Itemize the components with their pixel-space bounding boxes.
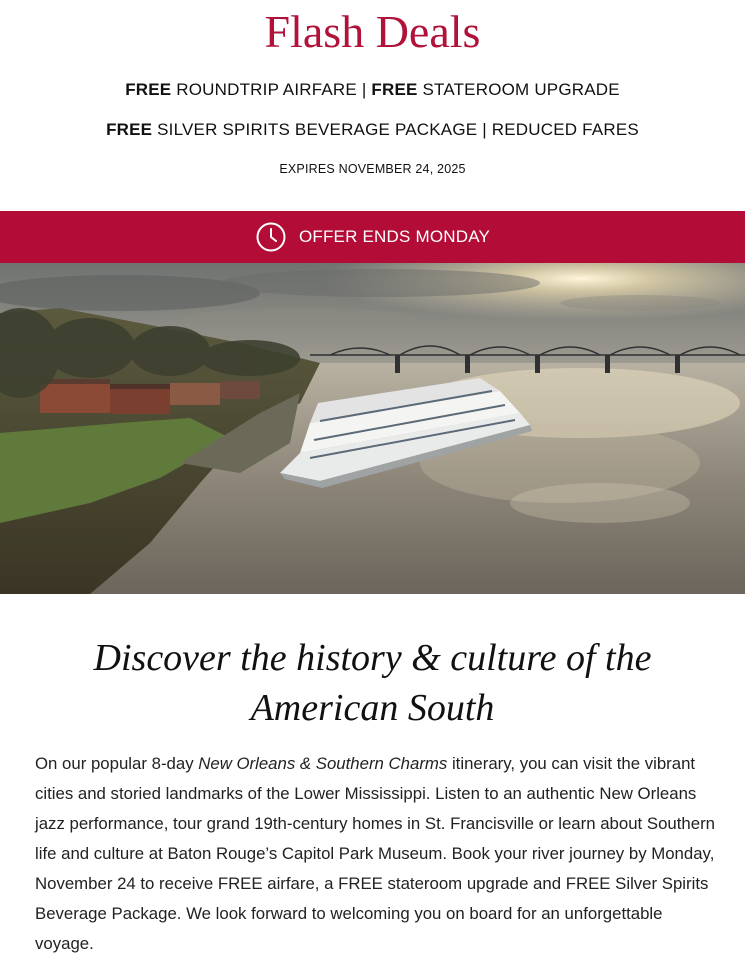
header — [0, 0, 745, 176]
body-text-part: itinerary, you can visit the vibrant cities and storied landmarks of the Lower Mississippi. Listen to an authentic New Orleans jazz performance, tour grand 19th-century homes in St. Francisville or learn about Southern life and culture at Baton Rouge’s Capitol Park Museum. Book your river journey by Monday, November 24 to receive FREE airfare, a FREE stateroom upgrade and FREE Silver Spirits Beverage Package. We look forward to welcoming you on board for an unforgettable voyage. — [35, 754, 715, 953]
offer-text: ROUNDTRIP AIRFARE | — [171, 80, 372, 99]
offer-ends-banner[interactable] — [0, 211, 745, 263]
river-cruise-ship-photo — [0, 263, 745, 594]
clock-icon — [255, 221, 287, 253]
body-text-part: On our popular 8-day — [35, 754, 199, 773]
offer-line-airfare-upgrade — [0, 80, 745, 100]
headline-line-1: Discover the history & culture of the — [93, 637, 652, 679]
free-label: FREE — [371, 80, 418, 99]
headline-line-2: American South — [250, 687, 495, 729]
body-paragraph — [35, 749, 720, 959]
free-label: FREE — [125, 80, 172, 99]
offer-text: SILVER SPIRITS BEVERAGE PACKAGE | REDUCED FARES — [152, 120, 639, 139]
banner-label: OFFER ENDS MONDAY — [298, 227, 491, 246]
page-title: Flash Deals — [264, 6, 481, 57]
expiry-date: EXPIRES NOVEMBER 24, 2025 — [279, 162, 466, 176]
offer-line-beverage-fares — [0, 120, 745, 140]
headline — [0, 633, 745, 733]
free-label: FREE — [106, 120, 153, 139]
offer-text: STATEROOM UPGRADE — [417, 80, 620, 99]
hero-image[interactable] — [0, 263, 745, 594]
itinerary-name: New Orleans & Southern Charms — [198, 754, 448, 773]
